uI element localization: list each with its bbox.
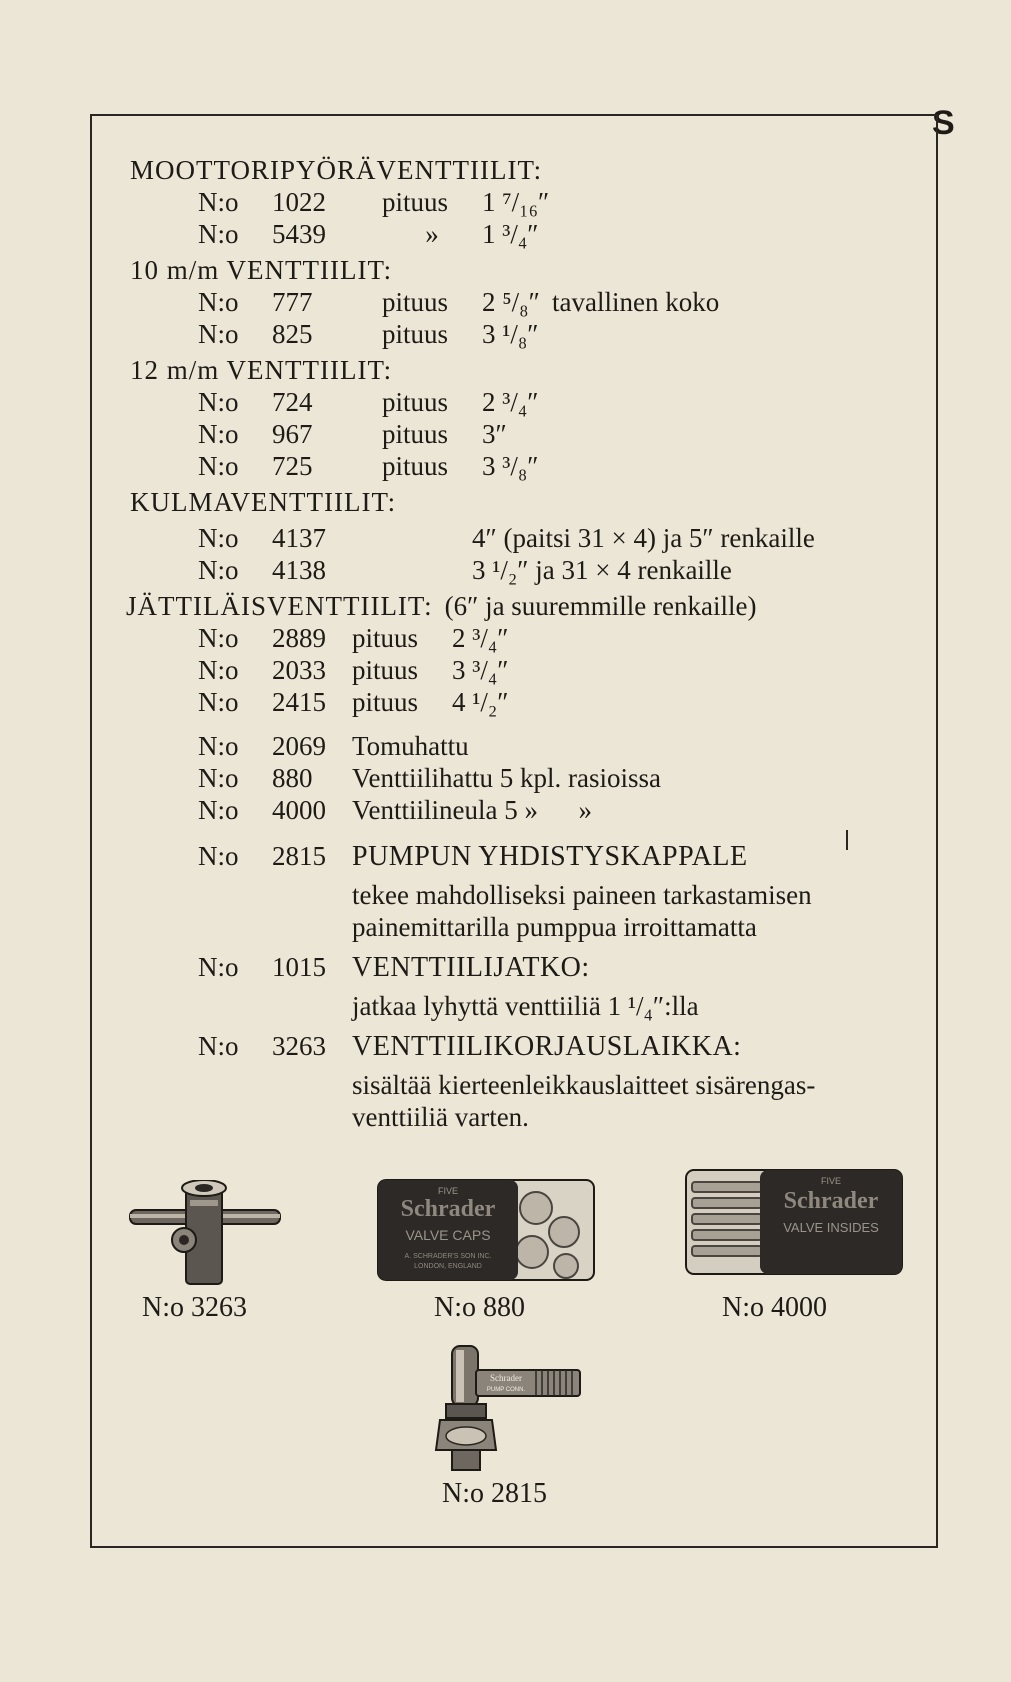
box-label-text: LONDON, ENGLAND [414, 1263, 482, 1270]
item-number: 3263 [272, 1031, 326, 1061]
item-number: 1015 [272, 952, 326, 982]
image-caption: N:o 2815 [442, 1478, 547, 1509]
table-row [130, 386, 930, 418]
table-row [130, 286, 930, 318]
section-title-jattilais [126, 590, 930, 622]
table-row [130, 218, 930, 250]
length-label: pituus [382, 319, 449, 349]
page-letter: S [932, 104, 955, 142]
section-title-12mm: 12 m/m VENTTIILIT: [130, 355, 393, 385]
item-number: 2033 [272, 655, 326, 685]
catalog-content [126, 150, 930, 1133]
length-label: » [425, 219, 439, 249]
item-no-label: N:o [198, 731, 239, 761]
box-brand-text: Schrader [783, 1188, 879, 1214]
length-label: pituus [352, 655, 419, 685]
box-label-text: FIVE [820, 1176, 842, 1186]
connector-label-text: PUMP CONN. [486, 1387, 526, 1393]
box-brand-text: Schrader [400, 1196, 496, 1222]
valve-insides-box-image [684, 1162, 904, 1282]
connector-label-text: Schrader [490, 1373, 522, 1383]
item-title: VENTTIILIKORJAUSLAIKKA: [352, 1031, 742, 1062]
length-value: 3 ³/₄″ [452, 655, 509, 685]
image-caption: N:o 3263 [142, 1292, 247, 1323]
item-no-label: N:o [198, 523, 239, 553]
length-value: 2 ³/₄″ [482, 387, 539, 417]
item-description: Venttiilihattu 5 kpl. rasioissa [352, 763, 661, 793]
item-number: 724 [272, 387, 313, 417]
item-text: venttiiliä varten. [352, 1102, 529, 1132]
table-row [130, 622, 930, 654]
item-no-label: N:o [198, 219, 239, 249]
list-item [130, 840, 930, 943]
item-description: Tomuhattu [352, 731, 469, 761]
image-caption: N:o 880 [434, 1292, 525, 1323]
item-number: 1022 [272, 187, 326, 217]
pump-connector-image [426, 1342, 586, 1482]
item-no-label: N:o [198, 841, 239, 871]
item-number: 2815 [272, 841, 326, 871]
box-label-text: FIVE [437, 1186, 459, 1196]
item-no-label: N:o [198, 687, 239, 717]
list-item [130, 730, 930, 762]
length-label: pituus [382, 187, 449, 217]
item-number: 2889 [272, 623, 326, 653]
length-value: 3 ³/₈″ [482, 451, 539, 481]
table-row [130, 654, 930, 686]
item-no-label: N:o [198, 287, 239, 317]
item-title: VENTTIILIJATKO: [352, 952, 590, 983]
length-value: 2 ³/₄″ [452, 623, 509, 653]
section-title-moottoripyora: MOOTTORIPYÖRÄVENTTIILIT: [130, 155, 543, 185]
table-row [130, 450, 930, 482]
length-value: 3″ [482, 419, 507, 449]
section-title-kulma: KULMAVENTTIILIT: [130, 487, 397, 517]
length-label: pituus [382, 387, 449, 417]
item-no-label: N:o [198, 387, 239, 417]
item-number: 777 [272, 287, 313, 317]
length-label: pituus [382, 287, 449, 317]
item-no-label: N:o [198, 623, 239, 653]
item-title: PUMPUN YHDISTYSKAPPALE [352, 841, 748, 872]
table-row [130, 522, 930, 554]
item-text: jatkaa lyhyttä venttiiliä 1 ¹/₄″:lla [352, 991, 699, 1021]
item-no-label: N:o [198, 795, 239, 825]
item-no-label: N:o [198, 419, 239, 449]
section-title-text: JÄTTILÄISVENTTIILIT: [126, 591, 433, 621]
product-illustrations [90, 1150, 938, 1550]
item-no-label: N:o [198, 952, 239, 982]
table-row [130, 186, 930, 218]
list-item [130, 794, 930, 826]
item-number: 4000 [272, 795, 326, 825]
item-no-label: N:o [198, 187, 239, 217]
image-caption: N:o 4000 [722, 1292, 827, 1323]
item-number: 4138 [272, 555, 326, 585]
list-item [130, 1030, 930, 1133]
tire-note: 3 ¹/₂″ ja 31 × 4 renkaille [472, 555, 732, 585]
item-no-label: N:o [198, 319, 239, 349]
item-description [352, 1031, 912, 1133]
item-number: 5439 [272, 219, 326, 249]
length-value: 1 ⁷/₁₆″ [482, 187, 550, 217]
section-title-10mm: 10 m/m VENTTIILIT: [130, 255, 393, 285]
table-row [130, 318, 930, 350]
table-row [130, 418, 930, 450]
item-number: 725 [272, 451, 313, 481]
box-label-text: A. SCHRADER'S SON INC. [404, 1253, 492, 1260]
table-row [130, 554, 930, 586]
valve-caps-box-image [376, 1170, 596, 1290]
item-description: Venttiilineula 5 » » [352, 795, 592, 825]
section-subtitle: (6″ ja suuremmille renkaille) [444, 591, 757, 621]
item-number: 4137 [272, 523, 326, 553]
item-text: painemittarilla pumppua irroittamatta [352, 912, 757, 942]
item-number: 2415 [272, 687, 326, 717]
length-value: 1 ³/₄″ [482, 219, 539, 249]
item-no-label: N:o [198, 655, 239, 685]
length-label: pituus [352, 623, 419, 653]
item-no-label: N:o [198, 555, 239, 585]
length-value: 4 ¹/₂″ [452, 687, 509, 717]
item-no-label: N:o [198, 1031, 239, 1061]
tire-note: 4″ (paitsi 31 × 4) ja 5″ renkaille [472, 523, 815, 553]
list-item [130, 951, 930, 1022]
table-row [130, 686, 930, 718]
length-label: pituus [382, 419, 449, 449]
size-note: tavallinen koko [552, 287, 720, 317]
box-label-text: VALVE INSIDES [783, 1220, 879, 1235]
valve-repair-tool-image [126, 1180, 286, 1290]
item-no-label: N:o [198, 451, 239, 481]
length-label: pituus [352, 687, 419, 717]
item-number: 825 [272, 319, 313, 349]
item-description [352, 952, 912, 1022]
length-value: 3 ¹/₈″ [482, 319, 539, 349]
item-no-label: N:o [198, 763, 239, 793]
item-text: tekee mahdolliseksi paineen tarkastamisen [352, 880, 812, 910]
list-item [130, 762, 930, 794]
item-number: 2069 [272, 731, 326, 761]
item-text: sisältää kierteenleikkauslaitteet sisärengas- [352, 1070, 816, 1100]
item-number: 967 [272, 419, 313, 449]
box-label-text: VALVE CAPS [405, 1227, 491, 1243]
length-label: pituus [382, 451, 449, 481]
item-number: 880 [272, 763, 313, 793]
item-description [352, 841, 912, 943]
length-value: 2 ⁵/₈″ [482, 287, 540, 317]
